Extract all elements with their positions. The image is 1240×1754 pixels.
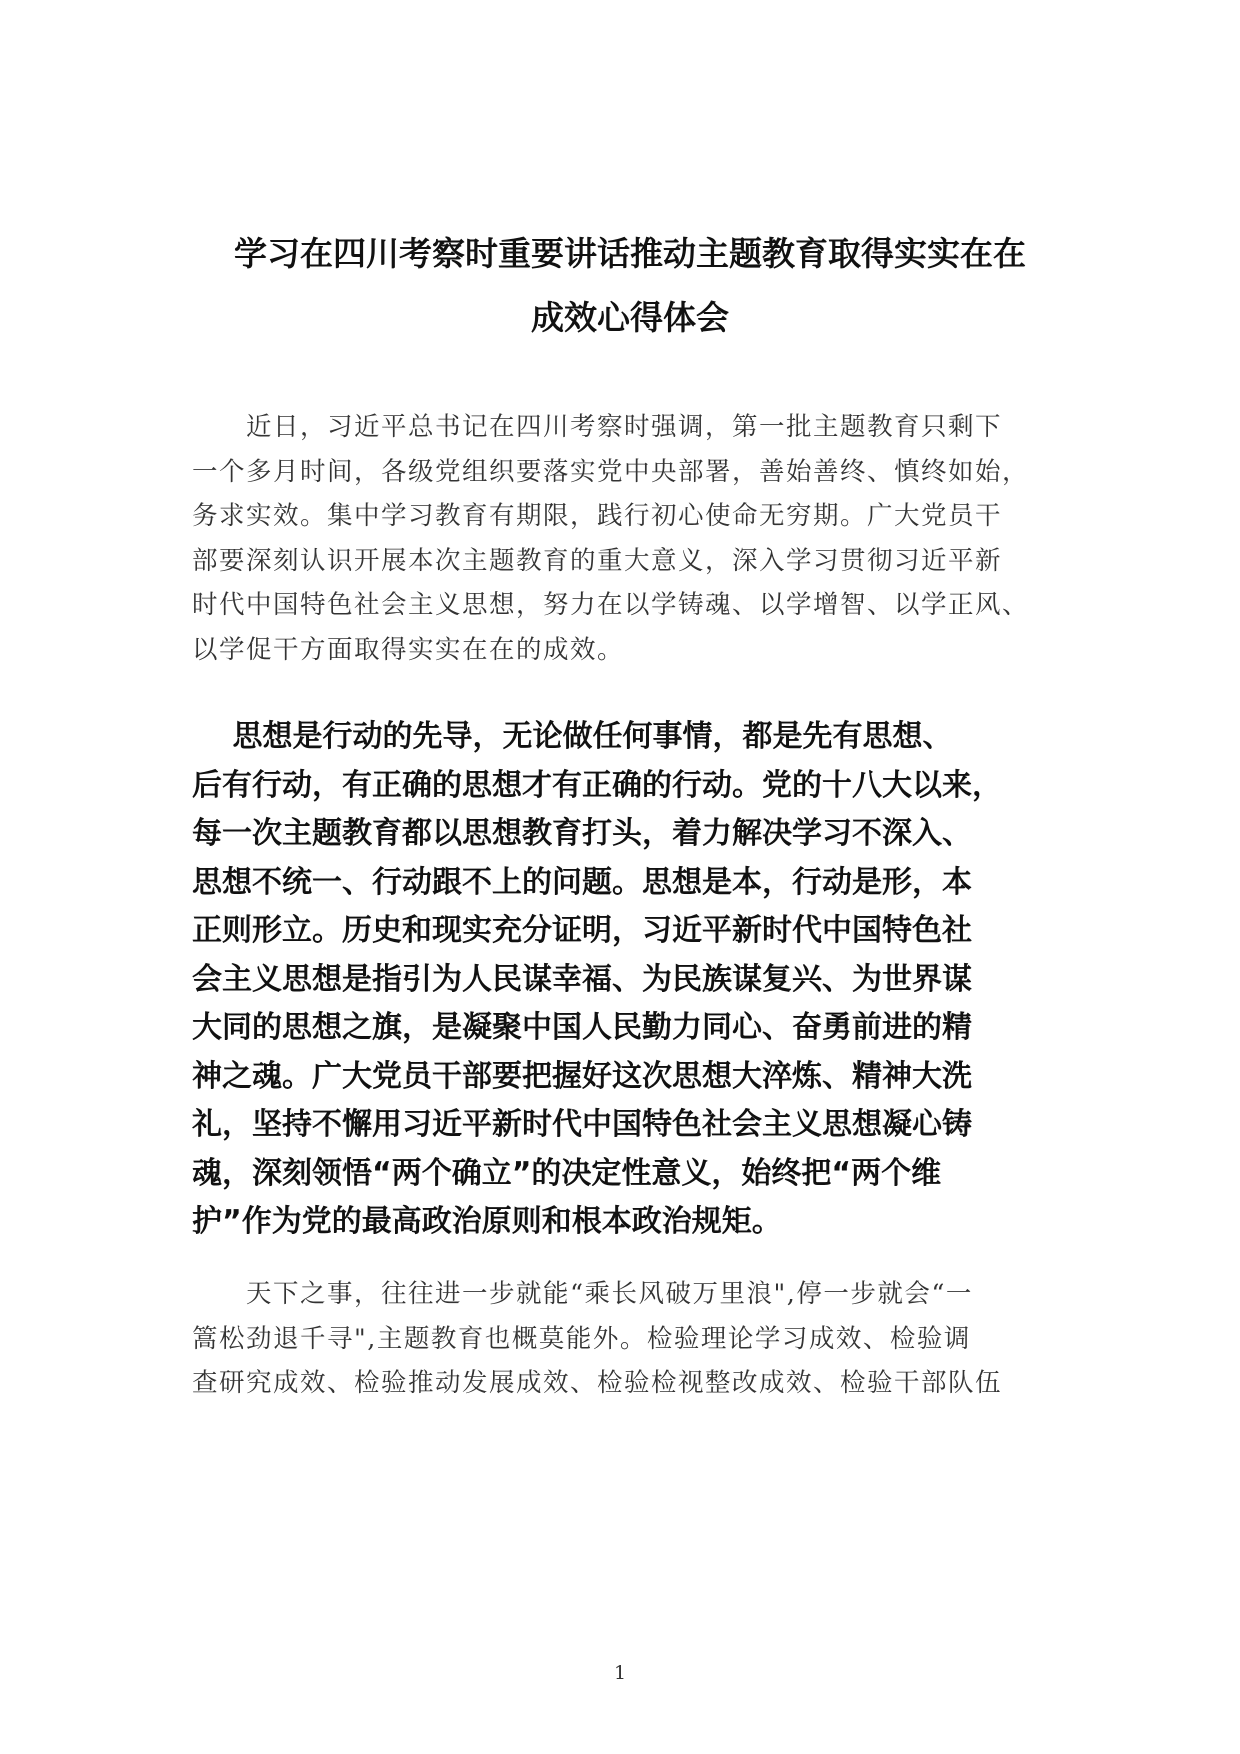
text-line: 以学促干方面取得实实在在的成效。 <box>192 634 625 665</box>
text-line: 一个多月时间，各级党组织要落实党中央部署，善始善终、慎终如始， <box>192 456 1030 487</box>
text-line: 天下之事，往往进一步就能“乘长风破万里浪",停一步就会“一 <box>192 1279 973 1309</box>
text-line: 护”作为党的最高政治原则和根本政治规矩。 <box>192 1204 782 1239</box>
text-line: 每一次主题教育都以思想教育打头，着力解决学习不深入、 <box>192 816 972 851</box>
text-line: 后有行动，有正确的思想才有正确的行动。党的十八大以来， <box>192 767 1002 803</box>
page-number: 1 <box>613 1662 627 1684</box>
title-line: 成效心得体会 <box>531 298 729 337</box>
document-title <box>190 222 1070 350</box>
text-line: 神之魂。广大党员干部要把握好这次思想大淬炼、精神大洗 <box>192 1058 972 1094</box>
text-line: 篙松劲退千寻",主题教育也概莫能外。检验理论学习成效、检验调 <box>192 1323 971 1354</box>
text-line: 思想是行动的先导，无论做任何事情，都是先有思想、 <box>192 719 953 754</box>
text-line: 正则形立。历史和现实充分证明，习近平新时代中国特色社 <box>192 913 972 948</box>
text-line: 查研究成效、检验推动发展成效、检验检视整改成效、检验干部队伍 <box>192 1368 1003 1398</box>
text-line: 思想不统一、行动跟不上的问题。思想是本，行动是形，本 <box>192 864 972 900</box>
text-line: 魂，深刻领悟“两个确立”的决定性意义，始终把“两个维 <box>192 1155 942 1191</box>
intro-paragraph <box>192 405 1052 672</box>
text-line: 会主义思想是指引为人民谋幸福、为民族谋复兴、为世界谋 <box>192 961 972 997</box>
text-line: 部要深刻认识开展本次主题教育的重大意义，深入学习贯彻习近平新 <box>192 545 1003 576</box>
title-line: 学习在四川考察时重要讲话推动主题教育取得实实在在 <box>234 234 1026 273</box>
text-line: 务求实效。集中学习教育有期限，践行初心使命无穷期。广大党员干 <box>192 501 1003 531</box>
closing-paragraph <box>192 1272 1052 1406</box>
bold-paragraph <box>192 713 1052 1247</box>
text-line: 近日，习近平总书记在四川考察时强调，第一批主题教育只剩下 <box>192 412 1003 442</box>
text-line: 礼，坚持不懈用习近平新时代中国特色社会主义思想凝心铸 <box>192 1107 972 1142</box>
text-line: 时代中国特色社会主义思想，努力在以学铸魂、以学增智、以学正风、 <box>192 590 1030 620</box>
text-line: 大同的思想之旗，是凝聚中国人民勤力同心、奋勇前进的精 <box>192 1010 972 1045</box>
